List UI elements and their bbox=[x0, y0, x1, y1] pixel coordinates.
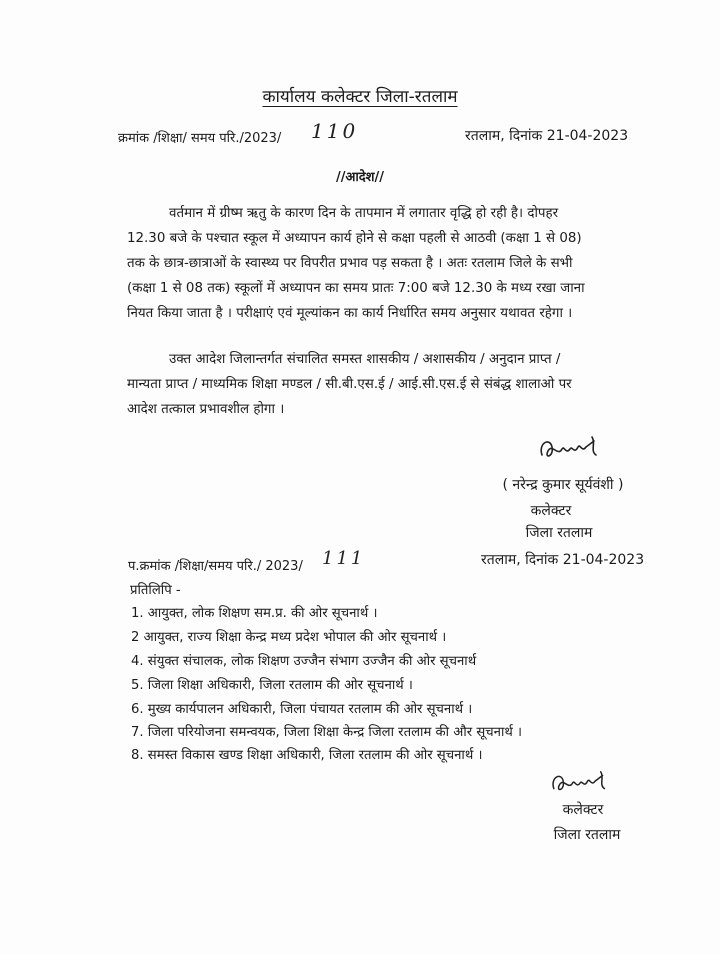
recipient-item: 5. जिला शिक्षा अधिकारी, जिला रतलाम की ओर सूचनार्थ । bbox=[131, 678, 413, 693]
paragraph-line: मान्यता प्राप्त / माध्यमिक शिक्षा मण्डल / सी.बी.एस.ई / आई.सी.एस.ई से संबंद्ध शालाओ पर bbox=[127, 377, 572, 392]
signatory-district: जिला रतलाम bbox=[525, 525, 593, 541]
signature-graphic bbox=[548, 768, 614, 798]
paragraph-line: नियत किया जाता है । परीक्षाएं एवं मूल्यांकन का कार्य निर्धारित समय अनुसार यथावत रहेगा । bbox=[127, 306, 573, 321]
signatory-designation: कलेक्टर bbox=[530, 503, 572, 519]
paragraph-line: आदेश तत्काल प्रभावशील होगा । bbox=[127, 402, 285, 417]
signatory-designation-copy: कलेक्टर bbox=[562, 802, 604, 818]
recipient-item: 1. आयुक्त, लोक शिक्षण सम.प्र. की ओर सूचनार्थ । bbox=[131, 606, 378, 621]
endorsement-place-date: रतलाम, दिनांक 21-04-2023 bbox=[481, 552, 645, 568]
office-title: कार्यालय कलेक्टर जिला-रतलाम bbox=[262, 87, 458, 107]
paragraph-line: तक के छात्र-छात्राओं के स्वास्थ्य पर विपरीत प्रभाव पड़ सकता है । अतः रतलाम जिले के सभी bbox=[127, 256, 573, 271]
paragraph-line: उक्त आदेश जिलान्तर्गत संचालित समस्त शासकीय / अशासकीय / अनुदान प्राप्त / bbox=[169, 352, 561, 367]
signatory-name: ( नरेन्द्र कुमार सूर्यवंशी ) bbox=[502, 477, 624, 493]
reference-label: क्रमांक /शिक्षा/ समय परि./2023/ bbox=[118, 131, 282, 146]
order-paragraph-2 bbox=[127, 347, 637, 422]
recipient-item: 4. संयुक्त संचालक, लोक शिक्षण उज्जैन संभाग उज्जैन की ओर सूचनार्थ bbox=[131, 654, 477, 669]
paragraph-line: वर्तमान में ग्रीष्म ऋतु के कारण दिन के तापमान में लगातार वृद्धि हो रही है। दोपहर bbox=[169, 206, 559, 221]
signatory-district-copy: जिला रतलाम bbox=[553, 827, 621, 843]
place-date: रतलाम, दिनांक 21-04-2023 bbox=[465, 128, 629, 144]
endorsement-number-handwritten: 111 bbox=[322, 548, 366, 569]
endorsement-reference-label: प.क्रमांक /शिक्षा/समय परि./ 2023/ bbox=[128, 559, 303, 574]
order-paragraph-1 bbox=[127, 201, 637, 326]
signature-graphic bbox=[536, 433, 606, 465]
order-heading: //आदेश// bbox=[335, 170, 385, 185]
paragraph-line: 12.30 बजे के पश्चात स्कूल में अध्यापन कार्य होने से कक्षा पहली से आठवी (कक्षा 1 से 08) bbox=[127, 231, 582, 246]
recipient-item: 8. समस्त विकास खण्ड शिक्षा अधिकारी, जिला रतलाम की ओर सूचनार्थ । bbox=[131, 748, 483, 763]
recipient-item: 2 आयुक्त, राज्य शिक्षा केन्द्र मध्य प्रदेश भोपाल की ओर सूचनार्थ । bbox=[131, 630, 447, 645]
paragraph-line: (कक्षा 1 से 08 तक) स्कूलों में अध्यापन का समय प्रातः 7:00 बजे 12.30 के मध्य रखा जाना bbox=[127, 281, 585, 296]
copy-to-label: प्रतिलिपि - bbox=[130, 583, 181, 598]
recipient-item: 6. मुख्य कार्यपालन अधिकारी, जिला पंचायत रतलाम की ओर सूचनार्थ । bbox=[131, 702, 473, 717]
recipient-item: 7. जिला परियोजना समन्वयक, जिला शिक्षा केन्द्र जिला रतलाम की और सूचनार्थ । bbox=[131, 725, 522, 740]
reference-number-handwritten: 110 bbox=[311, 119, 359, 143]
